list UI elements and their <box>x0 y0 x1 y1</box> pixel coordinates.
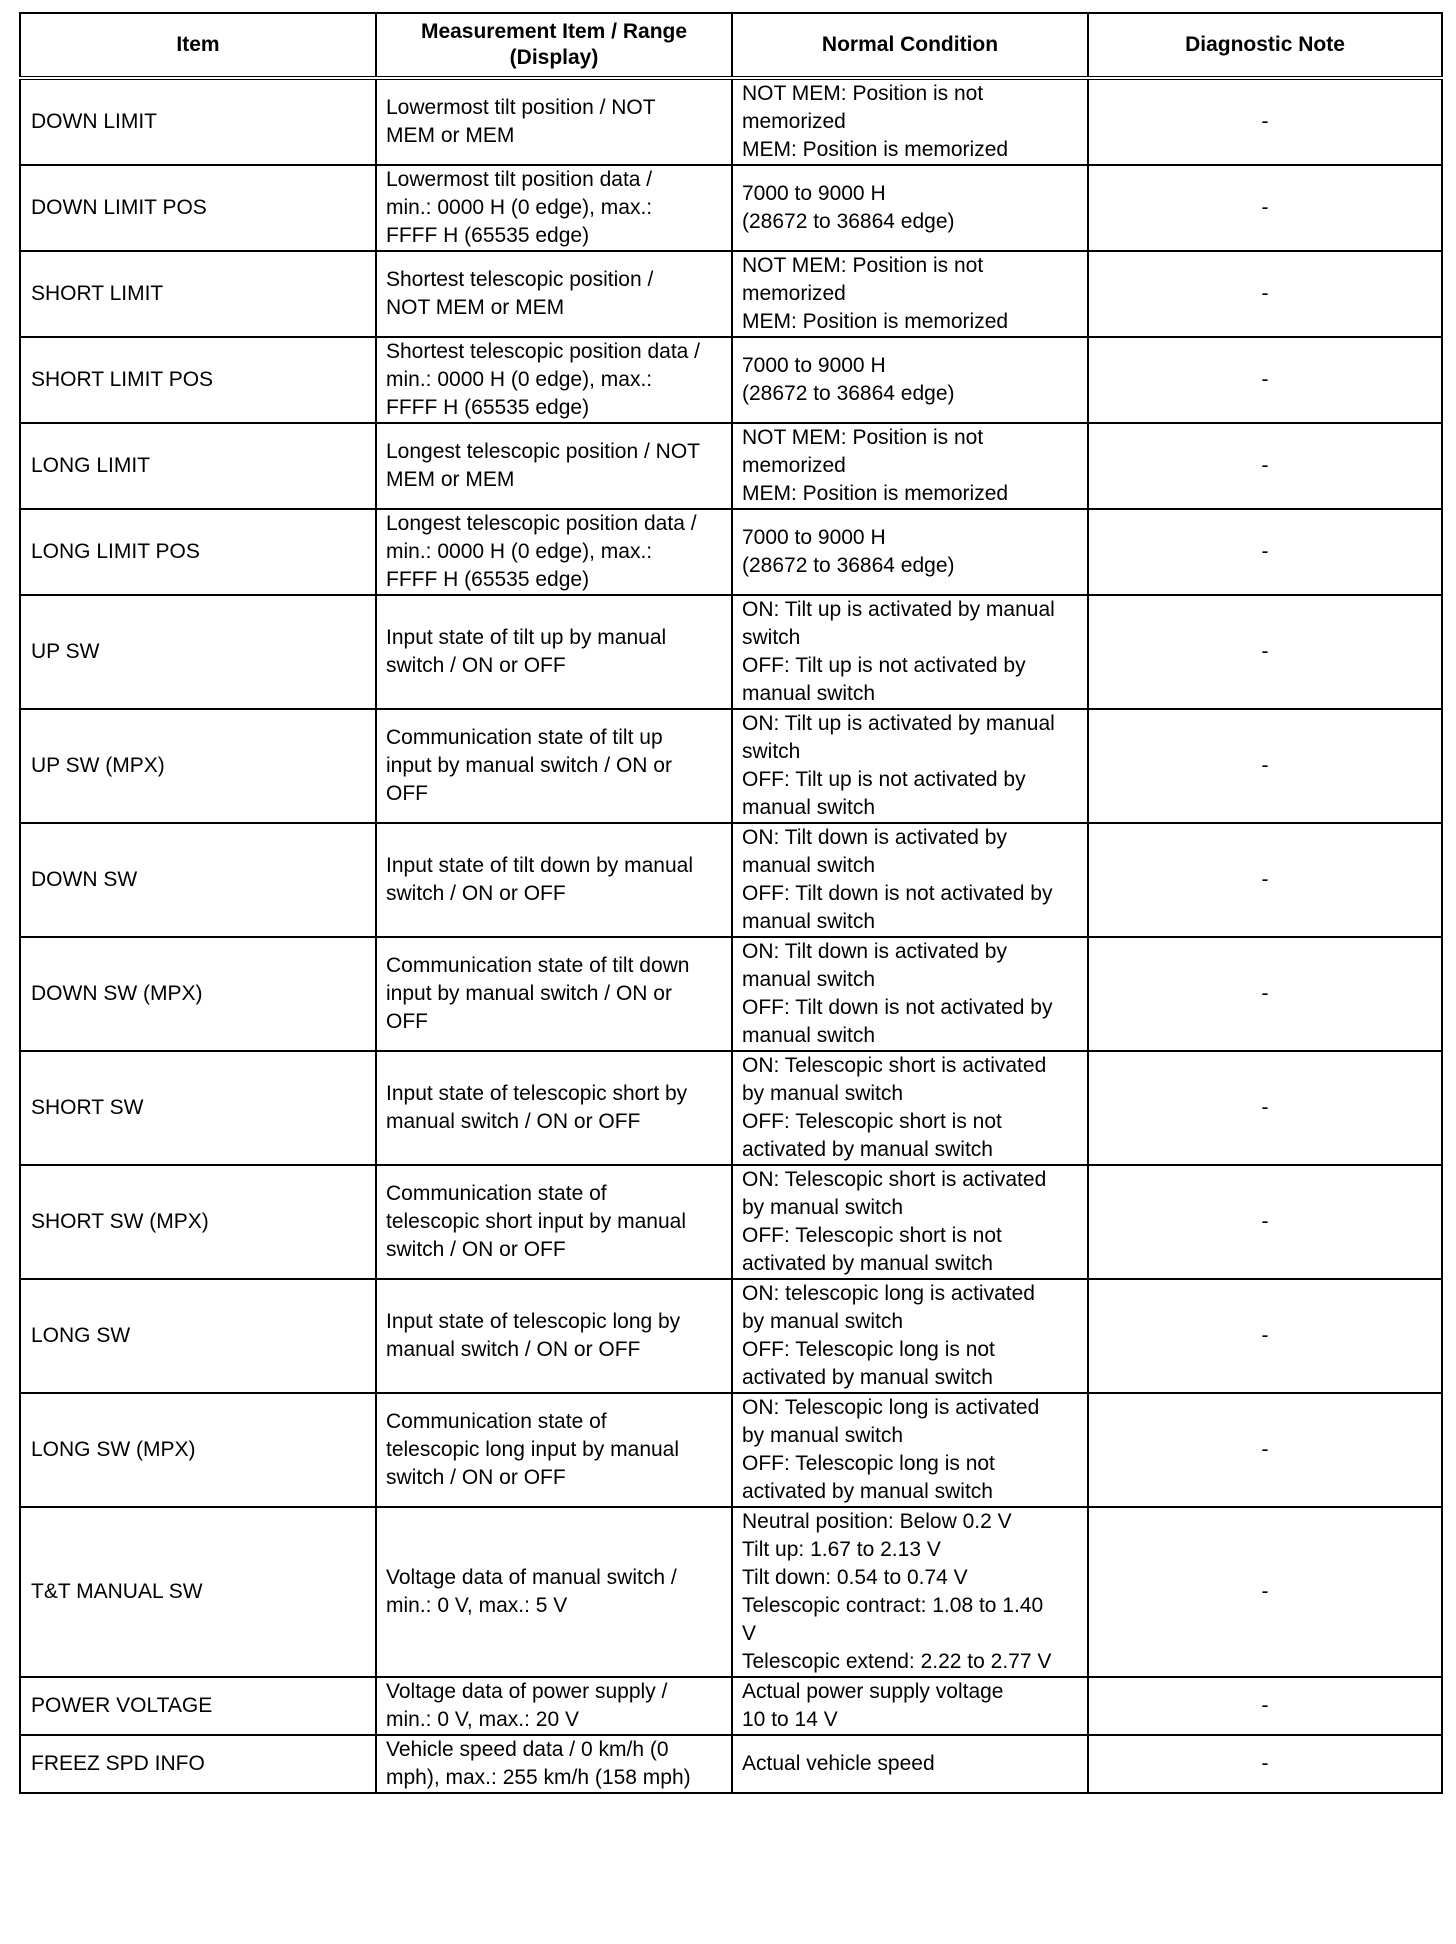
diagnostic-note-cell: - <box>1088 1393 1442 1507</box>
normal-condition-cell: 7000 to 9000 H (28672 to 36864 edge) <box>732 509 1088 595</box>
range-cell: Lowermost tilt position / NOT MEM or MEM <box>376 78 732 165</box>
normal-condition-cell: Actual vehicle speed <box>732 1735 1088 1793</box>
diagnostic-note-cell: - <box>1088 595 1442 709</box>
table-row <box>20 509 1442 595</box>
normal-condition-cell: ON: Tilt down is activated by manual switch OFF: Tilt down is not activated by manual switch <box>732 823 1088 937</box>
normal-condition-cell: ON: Tilt up is activated by manual switch OFF: Tilt up is not activated by manual switch <box>732 709 1088 823</box>
diagnostic-note-cell: - <box>1088 823 1442 937</box>
header-row <box>20 13 1442 78</box>
item-cell: DOWN SW <box>20 823 376 937</box>
diagnostic-note-cell: - <box>1088 423 1442 509</box>
range-cell: Shortest telescopic position / NOT MEM or MEM <box>376 251 732 337</box>
header-measurement-range: Measurement Item / Range (Display) <box>376 13 732 78</box>
range-cell: Input state of telescopic short by manual switch / ON or OFF <box>376 1051 732 1165</box>
range-cell: Communication state of telescopic long input by manual switch / ON or OFF <box>376 1393 732 1507</box>
table-row <box>20 1507 1442 1677</box>
normal-condition-cell: ON: Tilt down is activated by manual switch OFF: Tilt down is not activated by manual switch <box>732 937 1088 1051</box>
item-cell: DOWN LIMIT POS <box>20 165 376 251</box>
diagnostic-note-cell: - <box>1088 709 1442 823</box>
table-row <box>20 1165 1442 1279</box>
table-row <box>20 251 1442 337</box>
range-cell: Communication state of tilt up input by manual switch / ON or OFF <box>376 709 732 823</box>
item-cell: LONG SW (MPX) <box>20 1393 376 1507</box>
normal-condition-cell: 7000 to 9000 H (28672 to 36864 edge) <box>732 337 1088 423</box>
range-cell: Communication state of tilt down input by manual switch / ON or OFF <box>376 937 732 1051</box>
range-cell: Input state of tilt up by manual switch / ON or OFF <box>376 595 732 709</box>
normal-condition-cell: Neutral position: Below 0.2 V Tilt up: 1.67 to 2.13 V Tilt down: 0.54 to 0.74 V Telescopic contract: 1.08 to 1.40 V Telescopic extend: 2.22 to 2.77 V <box>732 1507 1088 1677</box>
diagnostic-note-cell: - <box>1088 1735 1442 1793</box>
table-row <box>20 1279 1442 1393</box>
range-cell: Lowermost tilt position data / min.: 0000 H (0 edge), max.: FFFF H (65535 edge) <box>376 165 732 251</box>
item-cell: SHORT SW <box>20 1051 376 1165</box>
table-row <box>20 937 1442 1051</box>
item-cell: LONG LIMIT <box>20 423 376 509</box>
table-row <box>20 1051 1442 1165</box>
diagnostic-note-cell: - <box>1088 78 1442 165</box>
table-row <box>20 709 1442 823</box>
diagnostic-note-cell: - <box>1088 937 1442 1051</box>
normal-condition-cell: Actual power supply voltage 10 to 14 V <box>732 1677 1088 1735</box>
table-row <box>20 823 1442 937</box>
item-cell: UP SW <box>20 595 376 709</box>
item-cell: FREEZ SPD INFO <box>20 1735 376 1793</box>
header-item: Item <box>20 13 376 78</box>
table-row <box>20 1735 1442 1793</box>
normal-condition-cell: NOT MEM: Position is not memorized MEM: Position is memorized <box>732 423 1088 509</box>
item-cell: SHORT LIMIT <box>20 251 376 337</box>
normal-condition-cell: 7000 to 9000 H (28672 to 36864 edge) <box>732 165 1088 251</box>
item-cell: DOWN LIMIT <box>20 78 376 165</box>
normal-condition-cell: NOT MEM: Position is not memorized MEM: Position is memorized <box>732 78 1088 165</box>
table-row <box>20 165 1442 251</box>
diagnostic-note-cell: - <box>1088 165 1442 251</box>
range-cell: Input state of tilt down by manual switch / ON or OFF <box>376 823 732 937</box>
normal-condition-cell: ON: Telescopic long is activated by manual switch OFF: Telescopic long is not activated by manual switch <box>732 1393 1088 1507</box>
data-list-table <box>19 12 1443 1794</box>
range-cell: Communication state of telescopic short input by manual switch / ON or OFF <box>376 1165 732 1279</box>
diagnostic-note-cell: - <box>1088 1165 1442 1279</box>
item-cell: POWER VOLTAGE <box>20 1677 376 1735</box>
table-row <box>20 1677 1442 1735</box>
item-cell: LONG SW <box>20 1279 376 1393</box>
header-diagnostic-note: Diagnostic Note <box>1088 13 1442 78</box>
item-cell: SHORT LIMIT POS <box>20 337 376 423</box>
table-row <box>20 1393 1442 1507</box>
diagnostic-note-cell: - <box>1088 509 1442 595</box>
diagnostic-note-cell: - <box>1088 1051 1442 1165</box>
table-row <box>20 337 1442 423</box>
range-cell: Vehicle speed data / 0 km/h (0 mph), max.: 255 km/h (158 mph) <box>376 1735 732 1793</box>
normal-condition-cell: ON: Telescopic short is activated by manual switch OFF: Telescopic short is not activated by manual switch <box>732 1051 1088 1165</box>
normal-condition-cell: ON: telescopic long is activated by manual switch OFF: Telescopic long is not activated by manual switch <box>732 1279 1088 1393</box>
diagnostic-note-cell: - <box>1088 337 1442 423</box>
table-row <box>20 423 1442 509</box>
table-row <box>20 78 1442 165</box>
range-cell: Voltage data of power supply / min.: 0 V, max.: 20 V <box>376 1677 732 1735</box>
range-cell: Longest telescopic position data / min.: 0000 H (0 edge), max.: FFFF H (65535 edge) <box>376 509 732 595</box>
header-normal-condition: Normal Condition <box>732 13 1088 78</box>
normal-condition-cell: NOT MEM: Position is not memorized MEM: Position is memorized <box>732 251 1088 337</box>
data-list-table-container <box>19 12 1441 1794</box>
item-cell: UP SW (MPX) <box>20 709 376 823</box>
range-cell: Shortest telescopic position data / min.: 0000 H (0 edge), max.: FFFF H (65535 edge) <box>376 337 732 423</box>
normal-condition-cell: ON: Telescopic short is activated by manual switch OFF: Telescopic short is not activated by manual switch <box>732 1165 1088 1279</box>
range-cell: Longest telescopic position / NOT MEM or MEM <box>376 423 732 509</box>
item-cell: T&T MANUAL SW <box>20 1507 376 1677</box>
diagnostic-note-cell: - <box>1088 251 1442 337</box>
diagnostic-note-cell: - <box>1088 1279 1442 1393</box>
item-cell: SHORT SW (MPX) <box>20 1165 376 1279</box>
range-cell: Input state of telescopic long by manual switch / ON or OFF <box>376 1279 732 1393</box>
diagnostic-note-cell: - <box>1088 1677 1442 1735</box>
range-cell: Voltage data of manual switch / min.: 0 V, max.: 5 V <box>376 1507 732 1677</box>
item-cell: LONG LIMIT POS <box>20 509 376 595</box>
item-cell: DOWN SW (MPX) <box>20 937 376 1051</box>
normal-condition-cell: ON: Tilt up is activated by manual switch OFF: Tilt up is not activated by manual switch <box>732 595 1088 709</box>
diagnostic-note-cell: - <box>1088 1507 1442 1677</box>
table-row <box>20 595 1442 709</box>
